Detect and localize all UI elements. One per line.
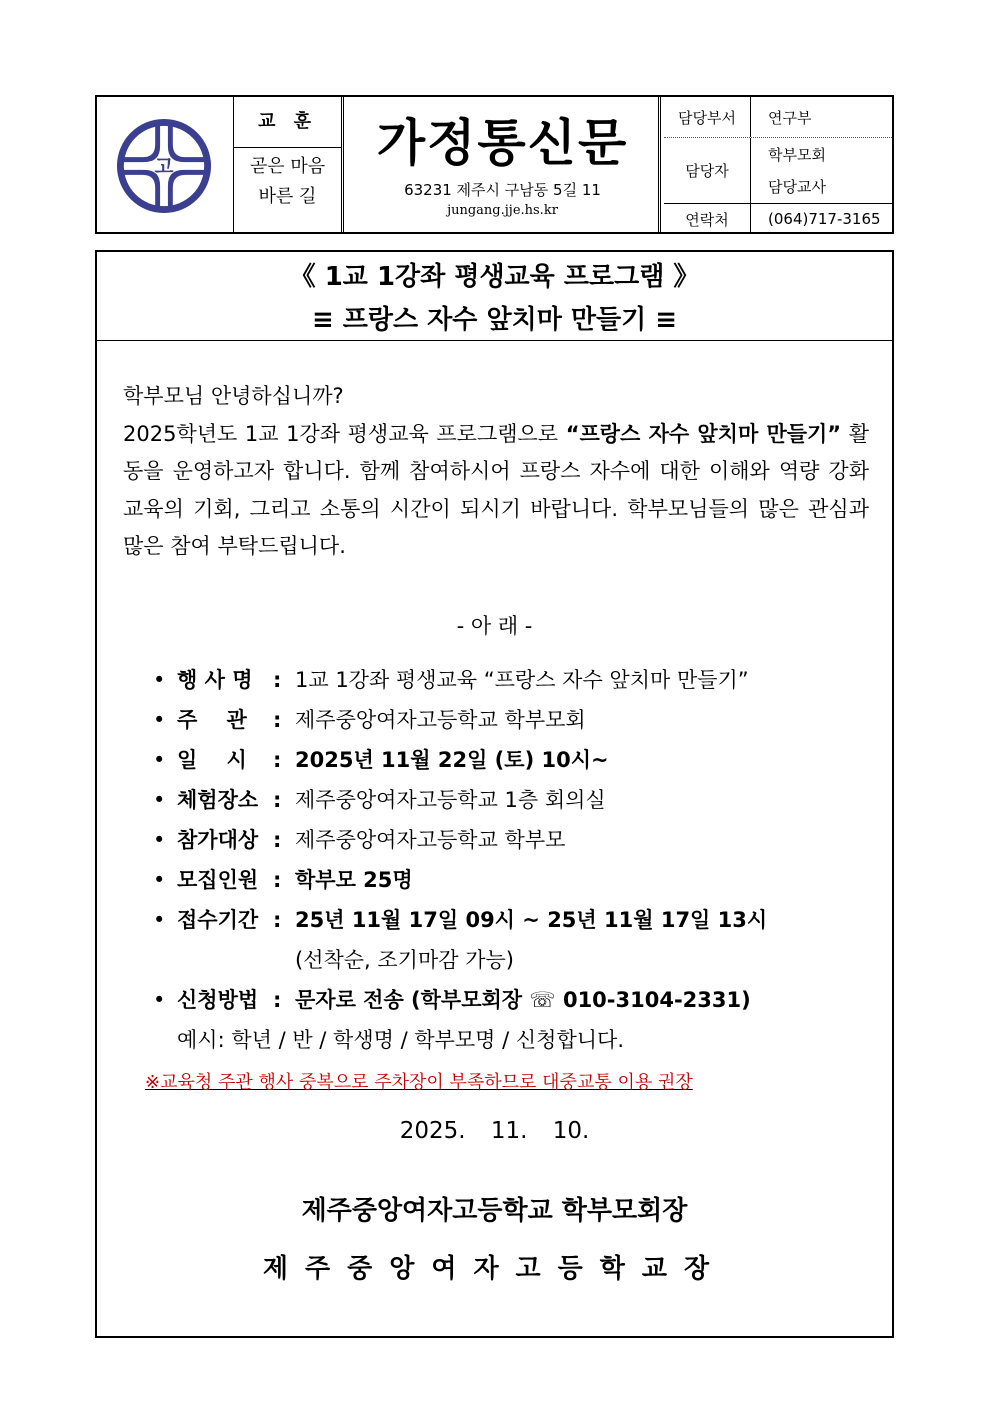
- person-label: 담당자: [664, 138, 751, 203]
- issue-date: 2025. 11. 10.: [399, 1118, 590, 1144]
- detail-value: 문자로 전송 (학부모회장 ☏ 010-3104-2331): [295, 988, 751, 1012]
- detail-item-method: [153, 984, 751, 1014]
- greeting-line: 학부모님 안녕하십니까?: [123, 384, 344, 408]
- bullet: •: [153, 748, 166, 772]
- detail-label: 주 관: [177, 708, 247, 732]
- detail-value: 1교 1강좌 평생교육 “프랑스 자수 앞치마 만들기”: [295, 668, 749, 692]
- detail-item-place: [153, 784, 606, 814]
- detail-item-date: [153, 744, 609, 774]
- greeting-body-highlight: “프랑스 자수 앞치마 만들기”: [565, 421, 842, 446]
- contact-row: [664, 204, 892, 234]
- motto-cell: [234, 97, 344, 232]
- signature-parent-association: 제주중앙여자고등학교 학부모회장: [301, 1196, 688, 1226]
- motto-text: [234, 152, 341, 212]
- parking-notice-text: ※교육청 주관 행사 중복으로 주차장이 부족하므로 대중교통 이용 권장: [145, 1072, 693, 1093]
- detail-value: 2025년 11월 22일 (토) 10시~: [295, 748, 609, 772]
- detail-value: 제주중앙여자고등학교 학부모회: [295, 708, 586, 732]
- section-separator: - 아 래 -: [456, 614, 533, 638]
- motto-line-2: 바른 길: [258, 186, 317, 207]
- letter-body: [95, 250, 894, 1338]
- headline-section: [97, 252, 892, 341]
- bullet: •: [153, 828, 166, 852]
- detail-value: 학부모 25명: [295, 868, 413, 892]
- colon: :: [273, 868, 282, 892]
- bullet: •: [153, 708, 166, 732]
- motto-heading: 교 훈: [234, 97, 341, 148]
- detail-item-host: [153, 704, 586, 734]
- bullet: •: [153, 868, 166, 892]
- detail-item-period: [153, 904, 767, 934]
- detail-item-name: [153, 664, 749, 694]
- person-value: [768, 138, 826, 203]
- colon: :: [273, 708, 282, 732]
- dept-label: 담당부서: [664, 97, 751, 137]
- detail-item-count: [153, 864, 413, 894]
- dept-row: [664, 97, 892, 138]
- detail-label: 행 사 명: [177, 668, 253, 692]
- letter-header: [95, 95, 894, 234]
- school-address: 63231 제주시 구남동 5길 11: [404, 181, 601, 199]
- logo-cell: [97, 97, 234, 232]
- contact-info-cell: [664, 97, 892, 232]
- document-title: 가정통신문: [376, 114, 629, 172]
- bullet: •: [153, 668, 166, 692]
- contact-phone: (064)717-3165: [768, 210, 881, 228]
- detail-value: 25년 11월 17일 09시 ~ 25년 11월 17일 13시: [295, 908, 768, 932]
- signature-principal: 제주중앙여자고등학교장: [262, 1254, 727, 1284]
- greeting-body-part-1: 2025학년도 1교 1강좌 평생교육 프로그램으로: [123, 421, 566, 446]
- dept-value: 연구부: [768, 108, 812, 127]
- school-url[interactable]: jungang.jje.hs.kr: [447, 203, 558, 218]
- colon: :: [273, 748, 282, 772]
- period-note: (선착순, 조기마감 가능): [295, 948, 514, 972]
- detail-label: 체험장소: [177, 788, 259, 812]
- school-logo-icon: [115, 117, 213, 215]
- motto-line-1: 곧은 마음: [249, 156, 326, 177]
- colon: :: [273, 668, 282, 692]
- person-row: [664, 138, 892, 204]
- detail-label: 신청방법: [177, 988, 259, 1012]
- colon: :: [273, 988, 282, 1012]
- detail-label: 일 시: [177, 748, 247, 772]
- parking-notice: [145, 1068, 693, 1094]
- program-title: 《 1교 1강좌 평생교육 프로그램 》: [289, 262, 700, 292]
- person-value-line-2: 담당교사: [768, 177, 826, 196]
- logo-character: 고: [154, 154, 174, 178]
- bullet: •: [153, 788, 166, 812]
- detail-value: 제주중앙여자고등학교 학부모: [295, 828, 566, 852]
- colon: :: [273, 788, 282, 812]
- detail-item-target: [153, 824, 565, 854]
- detail-label: 모집인원: [177, 868, 259, 892]
- bullet: •: [153, 988, 166, 1012]
- colon: :: [273, 908, 282, 932]
- greeting-body-part-2: 활동을 운영하고자 합니다. 함께 참여하시어 프랑스 자수에 대한 이해와 역량 강화 교육의 기회, 그리고 소통의 시간이 되시기 바랍니다. 학부모님들의 많은 관심과 많은 참여 부탁드립니다.: [123, 421, 869, 558]
- bullet: •: [153, 908, 166, 932]
- greeting-body: [123, 416, 869, 566]
- contact-label: 연락처: [664, 204, 751, 234]
- application-example: 예시: 학년 / 반 / 학생명 / 학부모명 / 신청합니다.: [177, 1028, 624, 1052]
- program-subtitle: ≡ 프랑스 자수 앞치마 만들기 ≡: [311, 305, 678, 335]
- colon: :: [273, 828, 282, 852]
- detail-label: 참가대상: [177, 828, 259, 852]
- title-cell: [347, 97, 661, 232]
- greeting-paragraph: [123, 378, 869, 566]
- person-value-line-1: 학부모회: [768, 145, 826, 164]
- detail-label: 접수기간: [177, 908, 259, 932]
- detail-value: 제주중앙여자고등학교 1층 회의실: [295, 788, 606, 812]
